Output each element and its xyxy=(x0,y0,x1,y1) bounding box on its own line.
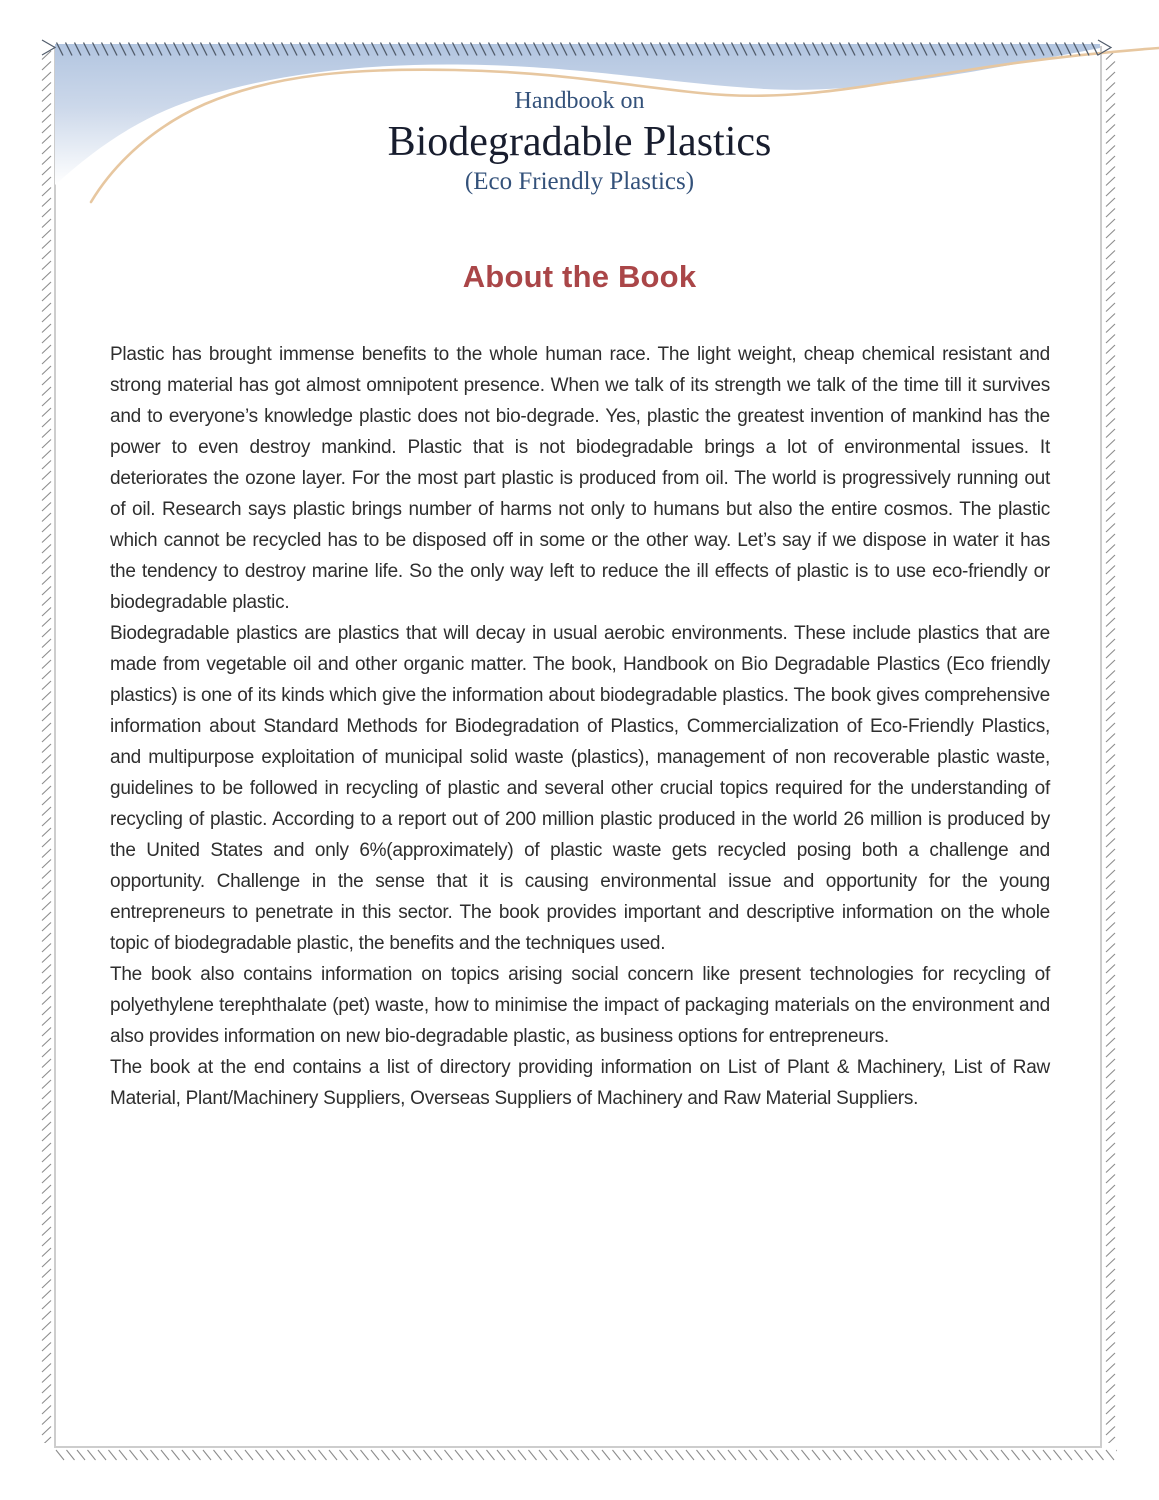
title-block xyxy=(0,86,1159,197)
about-the-book-heading: About the Book xyxy=(462,259,697,294)
corner-chevron-top-left xyxy=(40,38,58,57)
paragraph-4: The book at the end contains a list of directory providing information on List of Plant & Machinery, List of Raw Material, Plant/Machinery Suppliers, Overseas Suppliers of Machinery and Raw Material Suppliers. xyxy=(110,1057,1050,1109)
book-title: Biodegradable Plastics xyxy=(387,119,772,165)
page-border-bottom-line xyxy=(54,1446,1102,1448)
paragraph-3: The book also contains information on topics arising social concern like present technologies for recycling of polyethylene terephthalate (pet) waste, how to minimise the impact of packaging materials on the environment and also provides information on new bio-degradable plastic, as business options for entrepreneurs. xyxy=(110,964,1050,1047)
page-border-bottom-ticks xyxy=(55,1449,1117,1462)
paragraph-2: Biodegradable plastics are plastics that will decay in usual aerobic environments. These include plastics that are made from vegetable oil and other organic matter. The book, Handbook on Bio Degradable Plastics (Eco friendly plastics) is one of its kinds which give the information about biodegradable plastics. The book gives comprehensive information about Standard Methods for Biodegradation of Plastics, Commercialization of Eco-Friendly Plastics, and multipurpose exploitation of municipal solid waste (plastics), management of non recoverable plastic waste, guidelines to be followed in recycling of plastic and several other crucial topics required for the understanding of recycling of plastic. According to a report out of 200 million plastic produced in the world 26 million is produced by the United States and only 6%(approximately) of plastic waste gets recycled posing both a challenge and opportunity. Challenge in the sense that it is causing environmental issue and opportunity for the young entrepreneurs to penetrate in this sector. The book provides important and descriptive information on the whole topic of biodegradable plastic, the benefits and the techniques used. xyxy=(110,623,1050,954)
corner-chevron-top-right xyxy=(1096,38,1114,57)
book-subtitle: (Eco Friendly Plastics) xyxy=(464,168,695,195)
series-title: Handbook on xyxy=(514,88,645,114)
paragraph-1: Plastic has brought immense benefits to the whole human race. The light weight, cheap chemical resistant and strong material has got almost omnipotent presence. When we talk of its strength we talk of the time till it survives and to everyone’s knowledge plastic does not bio-degrade. Yes, plastic the greatest invention of mankind has the power to even destroy mankind. Plastic that is not biodegradable brings a lot of environmental issues. It deteriorates the ozone layer. For the most part plastic is produced from oil. The world is progressively running out of oil. Research says plastic brings number of harms not only to humans but also the entire cosmos. The plastic which cannot be recycled has to be disposed off in some or the other way. Let’s say if we dispose in water it has the tendency to destroy marine life. So the only way left to reduce the ill effects of plastic is to use eco-friendly or biodegradable plastic. xyxy=(110,344,1050,613)
about-the-book-body xyxy=(110,339,1050,1114)
page-border-top-hatch xyxy=(55,42,1100,57)
